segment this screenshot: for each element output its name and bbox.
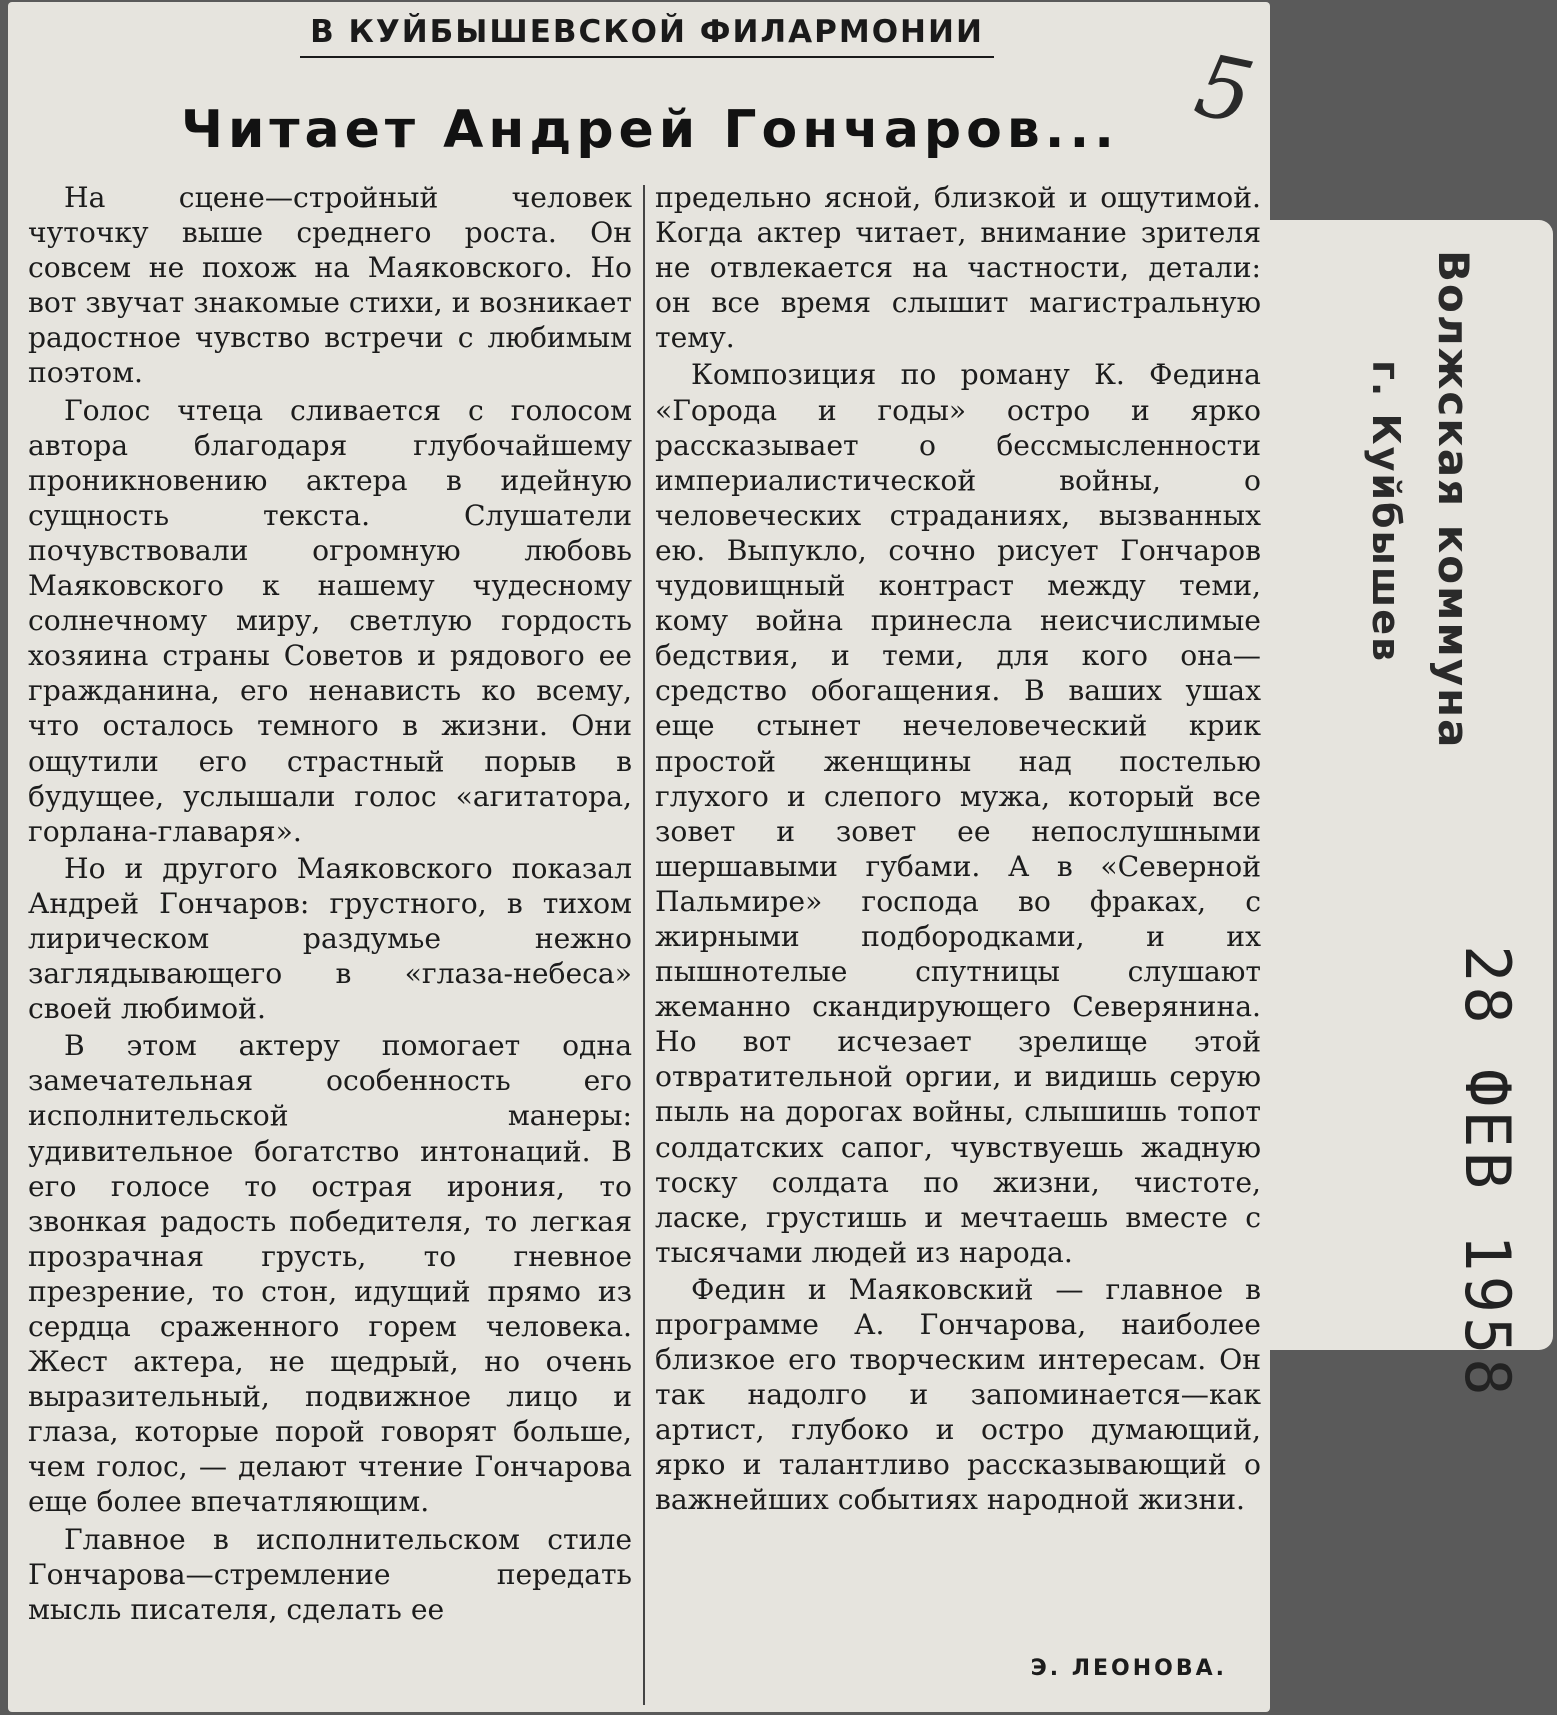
paragraph: На сцене—стройный человек чуточку выше среднего роста. Он совсем не похож на Маяковского. Но вот звучат знакомые стихи, и возникает радостное чувство встречи с любимым поэтом.: [28, 181, 632, 390]
article-headline: Читает Андрей Гончаров...: [180, 100, 1120, 160]
article-column-2: [655, 180, 1261, 1520]
stamp-date: 28 ФЕВ 1958: [1451, 945, 1524, 1400]
paragraph: Главное в исполнительском стиле Гончарова—стремление передать мысль писателя, сделать ее: [28, 1522, 632, 1626]
author-byline: Э. ЛЕОНОВА.: [1030, 1656, 1227, 1681]
handwritten-page-number: 5: [1187, 35, 1262, 145]
paragraph: Голос чтеца сливается с голосом автора благодаря глубочайшему проникновению актера в идейную сущность текста. Слушатели почувствовали огромную любовь Маяковского к нашему чудесному солнечному миру, светлую гордость хозяина страны Советов и рядового ее гражданина, его ненависть ко всему, что осталось темного в жизни. Они ощутили его страстный порыв в будущее, услышали голос «агитатора, горлана-главаря».: [28, 393, 632, 848]
column-divider: [643, 185, 645, 1705]
paragraph: Но и другого Маяковского показал Андрей Гончаров: грустного, в тихом лирическом раздумье нежно заглядывающего в «глаза-небеса» своей любимой.: [28, 851, 632, 1026]
stamp-publication: Волжская коммуна: [1429, 250, 1478, 750]
paragraph: предельно ясной, близкой и ощутимой. Когда актер читает, внимание зрителя не отвлекается на частности, детали: он все время слышит магистральную тему.: [655, 181, 1261, 355]
rubric-heading: В КУЙБЫШЕВСКОЙ ФИЛАРМОНИИ: [300, 14, 994, 58]
article-column-1: [28, 180, 632, 1629]
paragraph: В этом актеру помогает одна замечательная особенность его исполнительской манеры: удивительное богатство интонаций. В его голосе то острая ирония, то звонкая радость победителя, то легкая прозрачная грусть, то гневное презрение, то стон, идущий прямо из сердца сраженного горем человека. Жест актера, не щедрый, но очень выразительный, подвижное лицо и глаза, которые порой говорят больше, чем голос, — делают чтение Гончарова еще более впечатляющим.: [28, 1029, 632, 1519]
stamp-city: г. Куйбышев: [1364, 360, 1408, 664]
paragraph: Федин и Маяковский — главное в программе А. Гончарова, наиболее близкое его творческим интересам. Он так надолго и запоминается—как артист, глубоко и остро думающий, ярко и талантливо рассказывающий о важнейших событиях народной жизни.: [655, 1272, 1261, 1517]
paragraph: Композиция по роману К. Федина «Города и годы» остро и ярко рассказывает о бессмысленности империалистической войны, о человеческих страданиях, вызванных ею. Выпукло, сочно рисует Гончаров чудовищный контраст между теми, кому война принесла неисчислимые бедствия, и теми, для кого она—средство обогащения. В ваших ушах еще стынет нечеловеческий крик простой женщины над постелью глухого и слепого мужа, который все зовет и зовет ее непослушными шершавыми губами. А в «Северной Пальмире» господа во фраках, с жирными подбородками, и их пышнотелые спутницы слушают жеманно скандирующего Северянина. Но вот исчезает зрелище этой отвратительной оргии, и видишь серую пыль на дорогах войны, слышишь топот солдатских сапог, чувствуешь жадную тоску солдата по жизни, чистоте, ласке, грустишь и мечтаешь вместе с тысячами людей из народа.: [655, 358, 1261, 1269]
